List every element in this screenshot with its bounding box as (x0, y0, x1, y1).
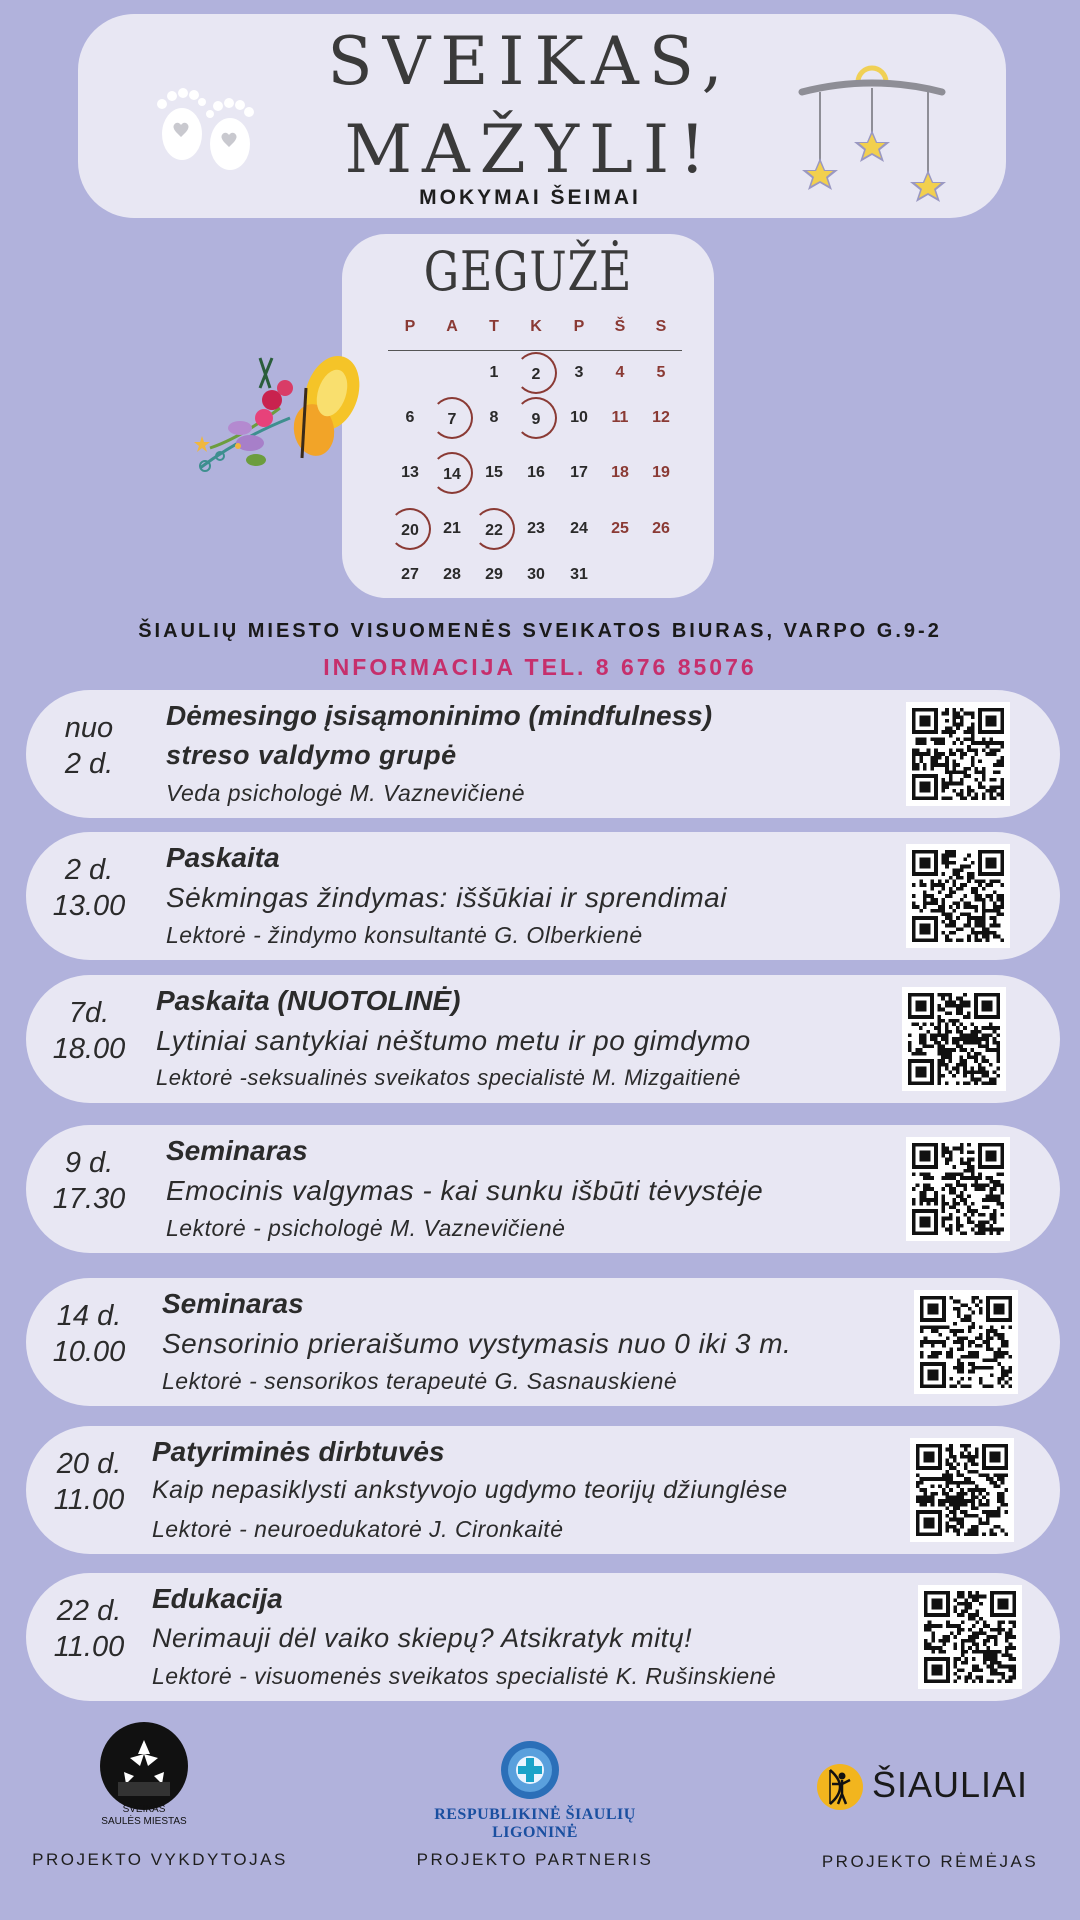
hospital-name: RESPUBLIKINĖ ŠIAULIŲ LIGONINĖ (434, 1806, 636, 1841)
event-card (26, 832, 1060, 960)
calendar-day: 12 (652, 409, 670, 426)
event-type: Edukacija (152, 1583, 283, 1614)
event-title: Lytiniai santykiai nėštumo metu ir po gimdymo (156, 1025, 751, 1056)
event-date-line-2: 11.00 (53, 1631, 125, 1663)
qr-code[interactable] (918, 1585, 1022, 1689)
calendar-day: 24 (570, 520, 588, 537)
calendar-day: 6 (405, 409, 415, 426)
qr-code[interactable] (902, 987, 1006, 1091)
calendar-weekday: T (489, 318, 499, 335)
event-date-line-2: 18.00 (52, 1033, 126, 1065)
calendar-day: 3 (574, 364, 584, 381)
qr-code[interactable] (906, 1137, 1010, 1241)
event-title: Sensorinio prieraišumo vystymasis nuo 0 iki 3 m. (162, 1328, 792, 1359)
calendar-day: 21 (443, 520, 461, 537)
calendar-day: 29 (485, 566, 503, 583)
calendar-weekday: K (530, 318, 542, 335)
calendar-day: 1 (489, 364, 499, 381)
event-date-line-1: 7d. (68, 997, 110, 1029)
event-type: Paskaita (NUOTOLINĖ) (156, 985, 461, 1016)
event-date (26, 1298, 152, 1370)
calendar-day-highlighted: 9 (515, 397, 557, 439)
calendar-day: 15 (485, 464, 503, 481)
calendar-day: 28 (443, 566, 461, 583)
calendar-day: 10 (570, 409, 588, 426)
footer-label-executor: PROJEKTO VYKDYTOJAS (32, 1850, 288, 1869)
siauliai-archer-icon (816, 1762, 864, 1812)
logo1-text-line-1: SVEIKAS (122, 1804, 166, 1815)
event-title: Sėkmingas žindymas: iššūkiai ir sprendimai (166, 882, 727, 913)
sveikas-saules-miestas-logo (98, 1720, 190, 1812)
baby-feet-icon (150, 82, 260, 182)
event-lecturer: Lektorė -seksualinės sveikatos specialistė M. Mizgaitienė (156, 1065, 741, 1090)
event-date-line-2: 17.30 (52, 1183, 126, 1215)
calendar-day: 11 (611, 409, 629, 426)
event-card (26, 1426, 1060, 1554)
baby-mobile-icon (798, 60, 958, 210)
calendar-month: GEGUŽĖ (423, 240, 633, 303)
butterfly-flowers-icon (190, 348, 390, 484)
qr-code[interactable] (910, 1438, 1014, 1542)
event-card (26, 1125, 1060, 1253)
calendar-day: 8 (489, 409, 499, 426)
event-card (26, 975, 1060, 1103)
event-date (26, 710, 152, 782)
calendar-day: 5 (656, 364, 666, 381)
event-date-line-2: 2 d. (64, 748, 114, 780)
calendar-day: 13 (401, 464, 419, 481)
calendar-day: 26 (652, 520, 670, 537)
event-date-line-2: 10.00 (52, 1336, 126, 1368)
qr-code[interactable] (906, 844, 1010, 948)
event-date-line-1: nuo (64, 712, 114, 744)
calendar-day: 16 (527, 464, 545, 481)
event-date-line-2: 11.00 (53, 1484, 125, 1516)
event-card (26, 1573, 1060, 1701)
event-title: Emocinis valgymas - kai sunku išbūti tėvystėje (166, 1175, 764, 1206)
calendar-day: 17 (570, 464, 588, 481)
calendar-day: 18 (611, 464, 629, 481)
calendar-day-highlighted: 20 (389, 508, 431, 550)
page-title (300, 18, 760, 194)
calendar-weekday: P (404, 318, 416, 335)
event-date-line-2: 13.00 (52, 890, 126, 922)
event-date-line-1: 9 d. (64, 1147, 114, 1179)
calendar-day: 25 (611, 520, 629, 537)
logo1-text (84, 1804, 204, 1828)
event-date-line-1: 22 d. (56, 1595, 122, 1627)
qr-code[interactable] (914, 1290, 1018, 1394)
event-title: Kaip nepasiklysti ankstyvojo ugdymo teorijų džiunglėse (152, 1476, 788, 1504)
event-type: Seminaras (162, 1288, 304, 1319)
event-lecturer: Lektorė - sensorikos terapeutė G. Sasnauskienė (162, 1368, 678, 1394)
phone-text: INFORMACIJA TEL. 8 676 85076 (323, 654, 757, 680)
footer-label-sponsor: PROJEKTO RĖMĖJAS (821, 1852, 1039, 1871)
footer-label-partner: PROJEKTO PARTNERIS (416, 1850, 654, 1869)
calendar-day-highlighted: 2 (515, 352, 557, 394)
event-type: Patyriminės dirbtuvės (152, 1436, 445, 1467)
calendar-day: 27 (401, 566, 419, 583)
qr-code[interactable] (906, 702, 1010, 806)
address-text: ŠIAULIŲ MIESTO VISUOMENĖS SVEIKATOS BIURAS, VARPO G.9-2 (138, 620, 942, 642)
event-date (26, 1145, 152, 1217)
event-lecturer: Lektorė - žindymo konsultantė G. Olberkienė (166, 922, 643, 948)
event-lecturer: Lektorė - neuroedukatorė J. Cironkaitė (152, 1516, 564, 1542)
event-date-line-1: 20 d. (56, 1448, 122, 1480)
calendar-divider (388, 350, 682, 351)
event-date (26, 995, 152, 1067)
event-date-line-1: 14 d. (56, 1300, 122, 1332)
calendar-day: 19 (652, 464, 670, 481)
event-card (26, 690, 1060, 818)
calendar-weekday: S (655, 318, 667, 335)
calendar-day-highlighted: 14 (431, 452, 473, 494)
event-date (26, 1446, 152, 1518)
title-line-1: SVEIKAS, (327, 23, 733, 100)
calendar-weekday: P (573, 318, 585, 335)
event-type: Dėmesingo įsisąmoninimo (mindfulness) (166, 700, 713, 731)
title-line-2: MAŽYLI! (344, 111, 716, 188)
event-date (26, 852, 152, 924)
page-subtitle: MOKYMAI ŠEIMAI (419, 186, 641, 209)
event-type: Seminaras (166, 1135, 308, 1166)
logo1-text-line-2: SAULĖS MIESTAS (101, 1816, 187, 1827)
calendar-day: 30 (527, 566, 545, 583)
event-title: streso valdymo grupė (166, 740, 457, 770)
calendar-day: 23 (527, 520, 545, 537)
event-type: Paskaita (166, 842, 280, 873)
calendar-day-highlighted: 22 (473, 508, 515, 550)
event-lecturer: Lektorė - psichologė M. Vaznevičienė (166, 1215, 566, 1241)
event-lecturer: Veda psichologė M. Vaznevičienė (166, 780, 526, 806)
calendar-weekday: A (446, 318, 458, 335)
siauliai-logo-text: ŠIAULIAI (872, 1764, 1029, 1805)
hospital-logo-icon (500, 1740, 560, 1800)
calendar-day: 4 (615, 364, 625, 381)
calendar-day-highlighted: 7 (431, 397, 473, 439)
event-date-line-1: 2 d. (64, 854, 114, 886)
calendar-weekday: Š (614, 318, 626, 335)
calendar-day: 31 (570, 566, 588, 583)
event-card (26, 1278, 1060, 1406)
event-lecturer: Lektorė - visuomenės sveikatos specialistė K. Rušinskienė (152, 1663, 777, 1689)
event-title: Nerimauji dėl vaiko skiepų? Atsikratyk mitų! (152, 1623, 693, 1653)
event-date (26, 1593, 152, 1665)
